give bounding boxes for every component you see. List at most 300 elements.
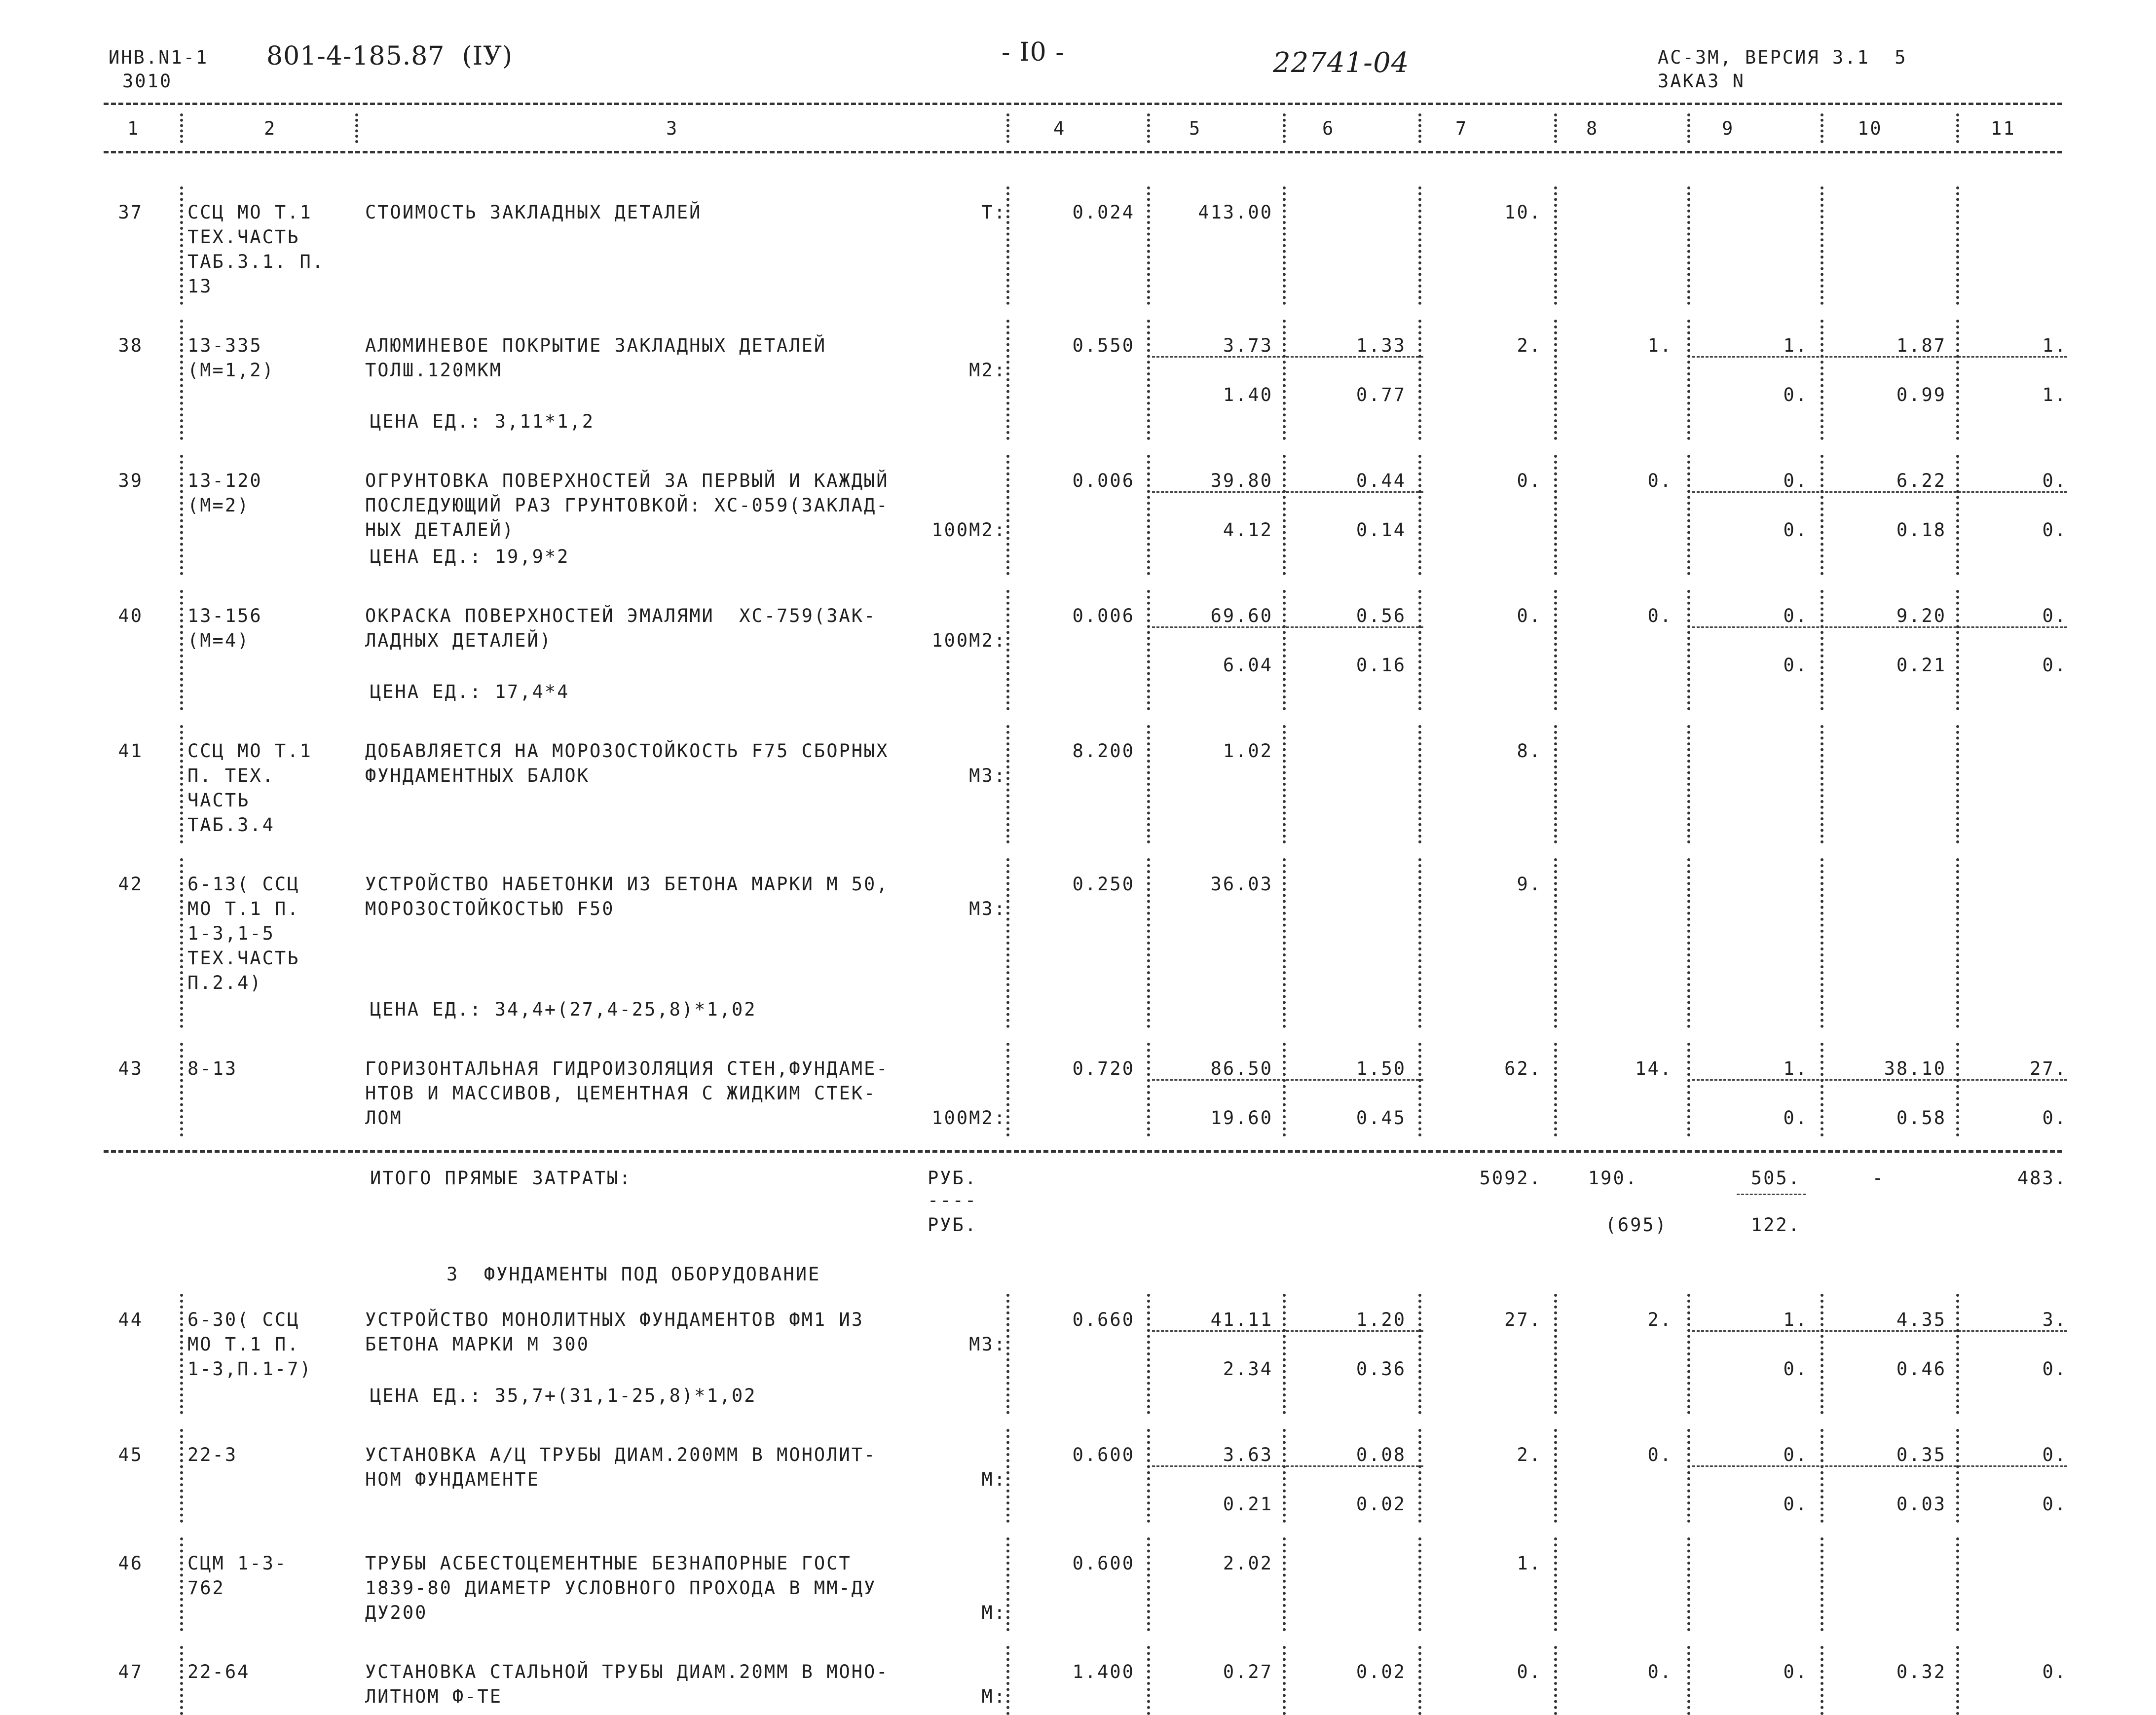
row-code: 6-13( ССЦ (187, 874, 300, 895)
row-value-c6: 0.56 (1356, 605, 1406, 626)
column-separator (1554, 320, 1557, 440)
row-value-c7: 62. (1504, 1058, 1542, 1079)
row-description: УСТАНОВКА СТАЛЬНОЙ ТРУБЫ ДИАМ.20ММ В МОНО- (365, 1661, 889, 1682)
column-separator (1554, 725, 1557, 843)
total-value-c9b: 122. (1750, 1214, 1801, 1236)
row-value-c8: 0. (1647, 1661, 1673, 1682)
row-subvalue-c9: 0. (1783, 384, 1808, 405)
column-separator (1006, 1646, 1009, 1715)
row-description: ОГРУНТОВКА ПОВЕРХНОСТЕЙ ЗА ПЕРВЫЙ И КАЖДЫЙ (365, 470, 889, 491)
subtotal-divider (1692, 1079, 2067, 1081)
column-header-separator (1418, 113, 1421, 143)
column-separator (1147, 1646, 1150, 1715)
column-separator (1418, 320, 1421, 440)
row-value-c5: 2.02 (1223, 1553, 1273, 1574)
column-header-separator (355, 113, 358, 143)
row-value-c4: 0.550 (1072, 335, 1135, 356)
column-separator (1687, 725, 1690, 843)
column-separator (1147, 1537, 1150, 1631)
row-subvalue-c9: 0. (1783, 1107, 1808, 1129)
column-separator (1418, 590, 1421, 710)
subtotal-divider (1152, 1330, 1423, 1332)
row-code: 13-120 (187, 470, 262, 491)
row-code: 762 (187, 1577, 225, 1599)
row-description: НОМ ФУНДАМЕНТЕ (365, 1469, 540, 1490)
row-description: ОКРАСКА ПОВЕРХНОСТЕЙ ЭМАЛЯМИ ХС-759(ЗАК- (365, 605, 877, 626)
column-separator (1283, 320, 1286, 440)
column-separator (1147, 1043, 1150, 1136)
row-subvalue-c11: 0. (2042, 519, 2067, 541)
row-description: ДОБАВЛЯЕТСЯ НА МОРОЗОСТОЙКОСТЬ F75 СБОРНЫХ (365, 740, 889, 762)
column-separator (1418, 858, 1421, 1028)
subtotal-divider (1692, 1465, 2067, 1467)
row-value-c4: 0.006 (1072, 605, 1135, 626)
row-subvalue-c5: 4.12 (1223, 519, 1273, 541)
row-subvalue-c9: 0. (1783, 1494, 1808, 1515)
total-value-c8: 190. (1588, 1168, 1638, 1189)
unit-price-formula: ЦЕНА ЕД.: 3,11*1,2 (370, 411, 595, 432)
row-description: АЛЮМИНЕВОЕ ПОКРЫТИЕ ЗАКЛАДНЫХ ДЕТАЛЕЙ (365, 335, 827, 356)
row-subvalue-c6: 0.36 (1356, 1358, 1406, 1380)
row-value-c4: 8.200 (1072, 740, 1135, 762)
column-separator (1418, 1537, 1421, 1631)
column-number: 3 (666, 118, 679, 139)
column-separator (1821, 186, 1823, 305)
column-number: 1 (127, 118, 140, 139)
column-separator (1006, 590, 1009, 710)
column-separator (1283, 858, 1286, 1028)
column-separator (1687, 590, 1690, 710)
row-value-c11: 0. (2042, 470, 2067, 491)
column-separator (1554, 1294, 1557, 1414)
row-description: СТОИМОСТЬ ЗАКЛАДНЫХ ДЕТАЛЕЙ (365, 202, 702, 223)
row-value-c9: 0. (1783, 1444, 1808, 1465)
row-value-c7: 10. (1504, 202, 1542, 223)
total-value-c10: - (1872, 1168, 1885, 1189)
row-value-c10: 0.32 (1896, 1661, 1946, 1682)
row-number: 37 (118, 202, 143, 223)
totals-unit: РУБ. (928, 1168, 978, 1189)
column-separator (1418, 1294, 1421, 1414)
column-separator (1418, 1429, 1421, 1523)
row-value-c7: 0. (1517, 605, 1542, 626)
row-value-c11: 1. (2042, 335, 2067, 356)
row-number: 45 (118, 1444, 143, 1465)
column-separator (1147, 858, 1150, 1028)
row-subvalue-c6: 0.16 (1356, 655, 1406, 676)
row-value-c4: 0.024 (1072, 202, 1135, 223)
column-header-separator (1147, 113, 1150, 143)
row-number: 43 (118, 1058, 143, 1079)
column-separator (180, 1294, 183, 1414)
column-number: 2 (264, 118, 277, 139)
row-number: 47 (118, 1661, 143, 1682)
column-separator (1283, 186, 1286, 305)
row-code: ТАБ.3.1. П. (187, 251, 325, 272)
row-value-c7: 9. (1517, 874, 1542, 895)
column-header-separator (1821, 113, 1823, 143)
column-header-separator (1956, 113, 1959, 143)
row-code: ТЕХ.ЧАСТЬ (187, 948, 300, 969)
row-value-c10: 9.20 (1896, 605, 1946, 626)
row-code: 22-3 (187, 1444, 238, 1465)
column-separator (1418, 725, 1421, 843)
row-code: МО Т.1 П. (187, 1334, 300, 1355)
row-number: 44 (118, 1309, 143, 1330)
column-separator (1821, 590, 1823, 710)
row-subvalue-c9: 0. (1783, 655, 1808, 676)
row-value-c11: 27. (2030, 1058, 2067, 1079)
row-subvalue-c5: 6.04 (1223, 655, 1273, 676)
column-separator (1006, 320, 1009, 440)
header-bottom-rule (104, 151, 2062, 153)
row-value-c7: 2. (1517, 335, 1542, 356)
row-value-c5: 1.02 (1223, 740, 1273, 762)
row-value-c5: 39.80 (1210, 470, 1273, 491)
column-separator (1956, 858, 1959, 1028)
column-separator (1006, 1537, 1009, 1631)
inventory-label: ИНВ.N1-1 (109, 47, 209, 68)
row-description: УСТАНОВКА А/Ц ТРУБЫ ДИАМ.200ММ В МОНОЛИТ- (365, 1444, 877, 1465)
column-header-separator (1006, 113, 1009, 143)
row-value-c11: 0. (2042, 1661, 2067, 1682)
row-unit: 100М2: (931, 1107, 1006, 1129)
handwritten-number: 22741-04 (1273, 47, 1410, 79)
row-value-c6: 0.02 (1356, 1661, 1406, 1682)
row-value-c8: 0. (1647, 605, 1673, 626)
column-separator (180, 1043, 183, 1136)
subtotal-divider (1692, 1330, 2067, 1332)
row-value-c7: 8. (1517, 740, 1542, 762)
row-code: П. ТЕХ. (187, 765, 275, 786)
inventory-number: 3010 (122, 71, 173, 92)
row-description: БЕТОНА МАРКИ М 300 (365, 1334, 590, 1355)
unit-price-formula: ЦЕНА ЕД.: 35,7+(31,1-25,8)*1,02 (370, 1385, 757, 1406)
row-unit: М: (981, 1469, 1006, 1490)
column-separator (1147, 725, 1150, 843)
row-number: 38 (118, 335, 143, 356)
row-code: ЧАСТЬ (187, 790, 250, 811)
column-separator (1821, 1043, 1823, 1136)
column-separator (1554, 1043, 1557, 1136)
column-number: 4 (1053, 118, 1066, 139)
row-value-c5: 3.73 (1223, 335, 1273, 356)
row-code: (M=4) (187, 630, 250, 651)
column-separator (1687, 186, 1690, 305)
row-code: ТАБ.3.4 (187, 814, 275, 836)
row-subvalue-c11: 0. (2042, 655, 2067, 676)
column-separator (1956, 1646, 1959, 1715)
version-label: АС-3М, ВЕРСИЯ 3.1 5 (1658, 47, 1907, 68)
row-subvalue-c11: 0. (2042, 1358, 2067, 1380)
row-unit: 100М2: (931, 519, 1006, 541)
unit-price-formula: ЦЕНА ЕД.: 17,4*4 (370, 681, 570, 702)
column-separator (180, 320, 183, 440)
row-subvalue-c5: 0.21 (1223, 1494, 1273, 1515)
column-separator (1283, 1294, 1286, 1414)
row-value-c6: 1.50 (1356, 1058, 1406, 1079)
subtotal-divider (1152, 1465, 1423, 1467)
subtotal-divider (1692, 491, 2067, 493)
column-separator (1687, 1294, 1690, 1414)
row-value-c7: 1. (1517, 1553, 1542, 1574)
row-subvalue-c11: 0. (2042, 1107, 2067, 1129)
row-subvalue-c5: 2.34 (1223, 1358, 1273, 1380)
totals-unit: РУБ. (928, 1214, 978, 1236)
column-separator (180, 1646, 183, 1715)
column-separator (1283, 1043, 1286, 1136)
row-unit: М3: (969, 765, 1006, 786)
column-separator (1687, 1646, 1690, 1715)
row-description: УСТРОЙСТВО НАБЕТОНКИ ИЗ БЕТОНА МАРКИ М 50, (365, 874, 889, 895)
row-description: ПОСЛЕДУЮЩИЙ РАЗ ГРУНТОВКОЙ: ХС-059(ЗАКЛАД- (365, 495, 889, 516)
row-description: ГОРИЗОНТАЛЬНАЯ ГИДРОИЗОЛЯЦИЯ СТЕН,ФУНДАМЕ- (365, 1058, 889, 1079)
row-subvalue-c9: 0. (1783, 519, 1808, 541)
column-separator (1283, 455, 1286, 575)
row-code: (M=1,2) (187, 360, 275, 381)
row-description: 1839-80 ДИАМЕТР УСЛОВНОГО ПРОХОДА В ММ-ДУ (365, 1577, 877, 1599)
column-separator (1006, 858, 1009, 1028)
column-separator (1821, 1646, 1823, 1715)
column-header-separator (180, 113, 183, 143)
row-description: УСТРОЙСТВО МОНОЛИТНЫХ ФУНДАМЕНТОВ ФМ1 ИЗ (365, 1309, 864, 1330)
row-description: ДУ200 (365, 1602, 428, 1623)
column-separator (1418, 455, 1421, 575)
row-value-c8: 0. (1647, 1444, 1673, 1465)
row-value-c7: 0. (1517, 470, 1542, 491)
row-subvalue-c6: 0.45 (1356, 1107, 1406, 1129)
column-separator (1147, 590, 1150, 710)
column-separator (1956, 590, 1959, 710)
row-code: 22-64 (187, 1661, 250, 1682)
total-value-c9: 505. (1750, 1168, 1801, 1189)
column-separator (180, 858, 183, 1028)
row-value-c8: 0. (1647, 470, 1673, 491)
row-code: 6-30( ССЦ (187, 1309, 300, 1330)
row-number: 40 (118, 605, 143, 626)
row-code: 8-13 (187, 1058, 238, 1079)
row-value-c5: 86.50 (1210, 1058, 1273, 1079)
column-separator (1687, 320, 1690, 440)
row-code: ССЦ МО Т.1 (187, 740, 312, 762)
row-value-c9: 1. (1783, 1058, 1808, 1079)
order-label: ЗАКАЗ N (1658, 71, 1745, 92)
row-subvalue-c6: 0.14 (1356, 519, 1406, 541)
subtotal-divider (1692, 356, 2067, 358)
column-number: 10 (1858, 118, 1883, 139)
unit-price-formula: ЦЕНА ЕД.: 34,4+(27,4-25,8)*1,02 (370, 999, 757, 1020)
column-separator (180, 455, 183, 575)
column-separator (1821, 1537, 1823, 1631)
column-separator (1956, 1294, 1959, 1414)
row-code: 13-156 (187, 605, 262, 626)
row-value-c8: 14. (1635, 1058, 1673, 1079)
row-value-c4: 0.600 (1072, 1553, 1135, 1574)
row-value-c4: 1.400 (1072, 1661, 1135, 1682)
subtotal-divider (1152, 491, 1423, 493)
row-value-c4: 0.250 (1072, 874, 1135, 895)
row-value-c9: 0. (1783, 1661, 1808, 1682)
column-separator (1687, 1043, 1690, 1136)
row-unit: М3: (969, 1334, 1006, 1355)
row-unit: М3: (969, 898, 1006, 919)
document-code: 801-4-185.87 (IУ) (266, 41, 513, 71)
row-value-c11: 0. (2042, 1444, 2067, 1465)
column-separator (1147, 1429, 1150, 1523)
column-separator (1687, 455, 1690, 575)
row-unit: М2: (969, 360, 1006, 381)
column-separator (1821, 1294, 1823, 1414)
row-value-c6: 0.08 (1356, 1444, 1406, 1465)
row-code: 1-3,П.1-7) (187, 1358, 312, 1380)
column-number: 7 (1455, 118, 1468, 139)
column-separator (1554, 1429, 1557, 1523)
column-number: 11 (1991, 118, 2016, 139)
row-description: ЛАДНЫХ ДЕТАЛЕЙ) (365, 630, 553, 651)
column-separator (1418, 186, 1421, 305)
column-separator (1821, 858, 1823, 1028)
column-separator (1956, 320, 1959, 440)
subtotal-divider (1152, 1079, 1423, 1081)
row-subvalue-c11: 0. (2042, 1494, 2067, 1515)
row-value-c4: 0.660 (1072, 1309, 1135, 1330)
row-code: 1-3,1-5 (187, 923, 275, 944)
row-code: 13-335 (187, 335, 262, 356)
column-separator (180, 590, 183, 710)
column-separator (1006, 1429, 1009, 1523)
row-code: П.2.4) (187, 972, 262, 993)
row-value-c5: 413.00 (1198, 202, 1273, 223)
row-value-c7: 2. (1517, 1444, 1542, 1465)
row-subvalue-c6: 0.02 (1356, 1494, 1406, 1515)
row-description: ТРУБЫ АСБЕСТОЦЕМЕНТНЫЕ БЕЗНАПОРНЫЕ ГОСТ (365, 1553, 852, 1574)
row-value-c11: 0. (2042, 605, 2067, 626)
column-separator (1006, 1043, 1009, 1136)
column-separator (1821, 455, 1823, 575)
row-value-c7: 27. (1504, 1309, 1542, 1330)
column-separator (1821, 725, 1823, 843)
row-value-c9: 0. (1783, 605, 1808, 626)
column-separator (180, 1429, 183, 1523)
row-description: НЫХ ДЕТАЛЕЙ) (365, 519, 515, 541)
column-header-separator (1554, 113, 1557, 143)
row-number: 46 (118, 1553, 143, 1574)
row-subvalue-c10: 0.03 (1896, 1494, 1946, 1515)
total-value-c11: 483. (2017, 1168, 2067, 1189)
row-description: МОРОЗОСТОЙКОСТЬЮ F50 (365, 898, 615, 919)
column-separator (1687, 1537, 1690, 1631)
row-value-c8: 2. (1647, 1309, 1673, 1330)
row-value-c9: 1. (1783, 335, 1808, 356)
totals-unit-divider: ---- (928, 1190, 978, 1211)
row-unit: Т: (981, 202, 1006, 223)
row-value-c5: 41.11 (1210, 1309, 1273, 1330)
subtotal-divider (1692, 626, 2067, 628)
row-subvalue-c10: 0.58 (1896, 1107, 1946, 1129)
row-code: 13 (187, 276, 213, 297)
totals-label: ИТОГО ПРЯМЫЕ ЗАТРАТЫ: (370, 1168, 632, 1189)
column-separator (1687, 858, 1690, 1028)
column-separator (1418, 1043, 1421, 1136)
subtotal-divider (1152, 626, 1423, 628)
row-value-c10: 1.87 (1896, 335, 1946, 356)
subtotal-divider (1152, 356, 1423, 358)
row-value-c5: 0.27 (1223, 1661, 1273, 1682)
column-header-separator (1283, 113, 1286, 143)
row-value-c6: 1.20 (1356, 1309, 1406, 1330)
row-value-c10: 0.35 (1896, 1444, 1946, 1465)
row-value-c9: 0. (1783, 470, 1808, 491)
column-separator (1956, 186, 1959, 305)
column-separator (1283, 1646, 1286, 1715)
row-subvalue-c10: 0.99 (1896, 384, 1946, 405)
row-description: ТОЛШ.120МКМ (365, 360, 503, 381)
row-code: (M=2) (187, 495, 250, 516)
row-value-c5: 69.60 (1210, 605, 1273, 626)
page-number: - I0 - (1002, 37, 1065, 67)
column-separator (1147, 1294, 1150, 1414)
row-code: ССЦ МО Т.1 (187, 202, 312, 223)
row-value-c9: 1. (1783, 1309, 1808, 1330)
totals-divider (1737, 1194, 1806, 1195)
column-separator (1554, 858, 1557, 1028)
total-value-c7: 5092. (1479, 1168, 1542, 1189)
column-separator (1956, 1429, 1959, 1523)
column-separator (1821, 1429, 1823, 1523)
row-description: НТОВ И МАССИВОВ, ЦЕМЕНТНАЯ С ЖИДКИМ СТЕК- (365, 1083, 877, 1104)
row-value-c6: 0.44 (1356, 470, 1406, 491)
row-description: ФУНДАМЕНТНЫХ БАЛОК (365, 765, 590, 786)
row-unit: М: (981, 1686, 1006, 1707)
row-value-c4: 0.720 (1072, 1058, 1135, 1079)
column-separator (1006, 725, 1009, 843)
row-value-c6: 1.33 (1356, 335, 1406, 356)
row-number: 42 (118, 874, 143, 895)
column-separator (1956, 1043, 1959, 1136)
column-separator (1283, 1537, 1286, 1631)
column-separator (1006, 186, 1009, 305)
column-separator (1554, 186, 1557, 305)
column-separator (1956, 1537, 1959, 1631)
row-subvalue-c10: 0.21 (1896, 655, 1946, 676)
row-code: ТЕХ.ЧАСТЬ (187, 226, 300, 248)
column-separator (1283, 590, 1286, 710)
row-value-c5: 3.63 (1223, 1444, 1273, 1465)
column-separator (1687, 1429, 1690, 1523)
column-separator (1956, 725, 1959, 843)
column-separator (1147, 455, 1150, 575)
row-value-c4: 0.006 (1072, 470, 1135, 491)
row-subvalue-c10: 0.18 (1896, 519, 1946, 541)
column-separator (180, 1537, 183, 1631)
column-separator (1147, 320, 1150, 440)
column-number: 6 (1322, 118, 1335, 139)
column-separator (1821, 320, 1823, 440)
column-separator (1554, 1537, 1557, 1631)
column-separator (1006, 455, 1009, 575)
column-number: 5 (1189, 118, 1202, 139)
column-separator (1283, 1429, 1286, 1523)
row-code: МО Т.1 П. (187, 898, 300, 919)
row-subvalue-c11: 1. (2042, 384, 2067, 405)
row-description: ЛОМ (365, 1107, 403, 1129)
column-header-separator (1687, 113, 1690, 143)
row-subvalue-c6: 0.77 (1356, 384, 1406, 405)
row-subvalue-c5: 19.60 (1210, 1107, 1273, 1129)
section-heading: 3 ФУНДАМЕНТЫ ПОД ОБОРУДОВАНИЕ (446, 1264, 821, 1285)
row-value-c8: 1. (1647, 335, 1673, 356)
row-subvalue-c10: 0.46 (1896, 1358, 1946, 1380)
